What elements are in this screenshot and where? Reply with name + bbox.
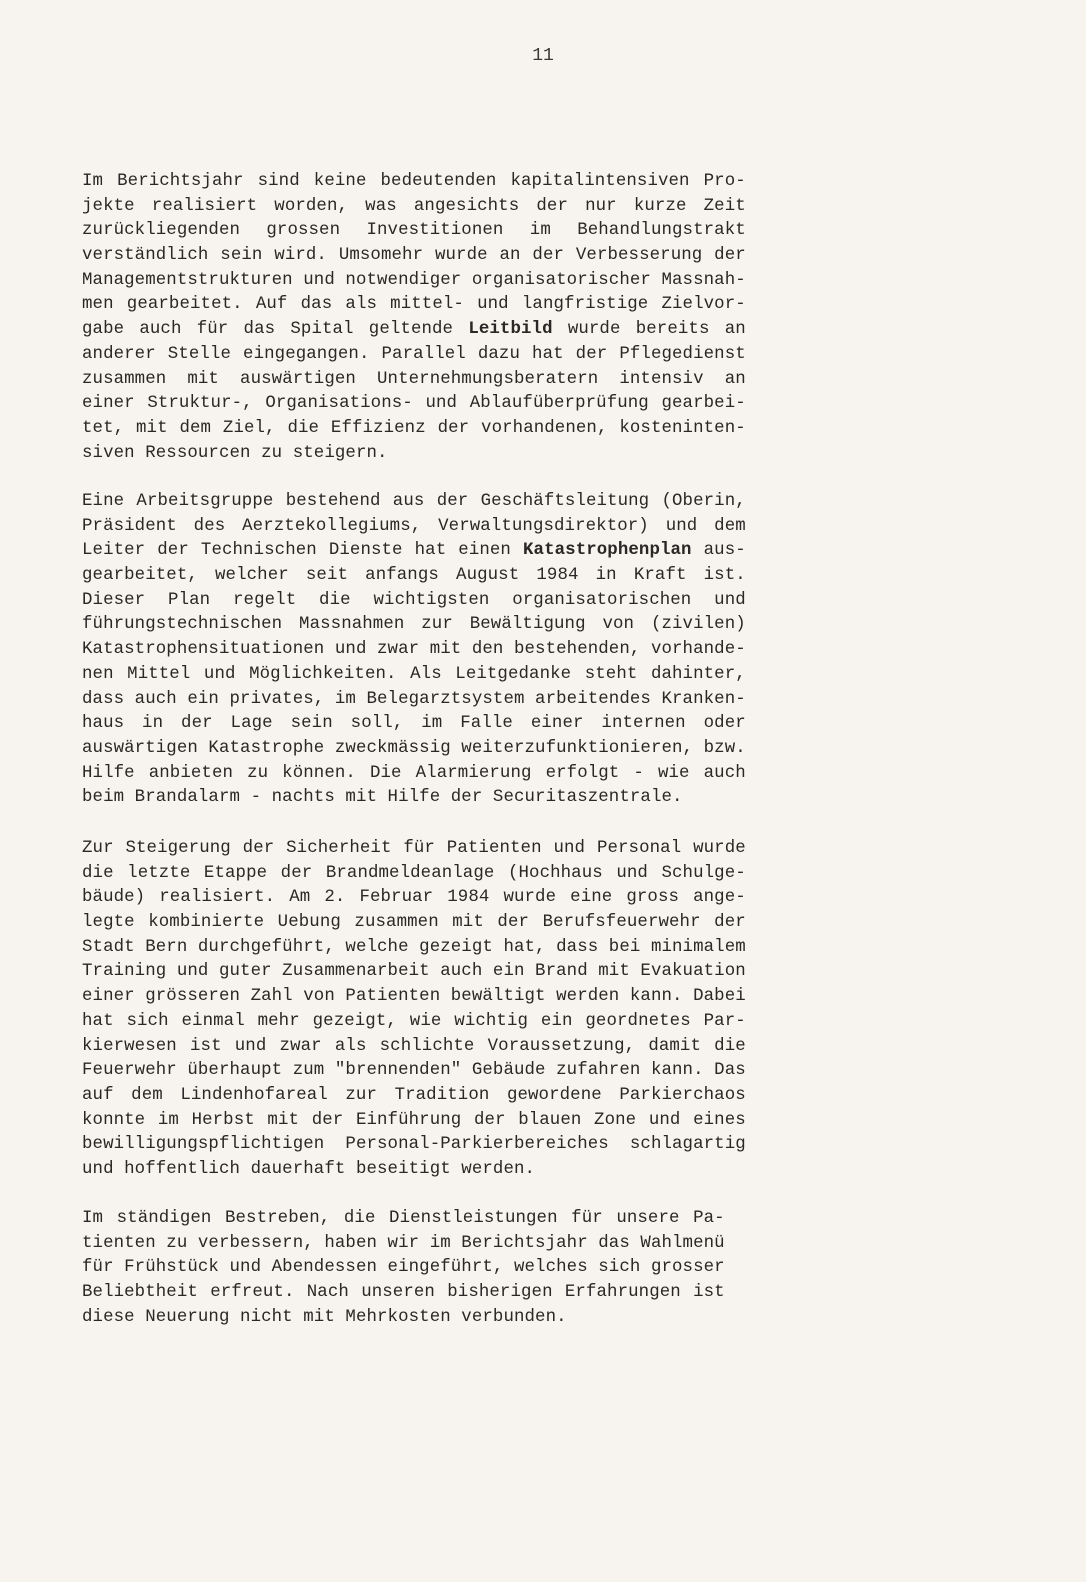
text-segment: aus- (691, 541, 746, 561)
text-line: Eine Arbeitsgruppe bestehend aus der Geschäftsleitung (Oberin, (82, 492, 746, 511)
text-line: konnte im Herbst mit der Einführung der blauen Zone und eines (82, 1110, 746, 1130)
text-line: beim Brandalarm - nachts mit Hilfe der Securitaszentrale. (82, 788, 683, 808)
text-line: tet, mit dem Ziel, die Effizienz der vorhandenen, kosteninten- (82, 418, 746, 438)
text-line: verständlich sein wird. Umsomehr wurde an der Verbesserung der (82, 246, 746, 266)
text-line: Hilfe anbieten zu können. Die Alarmierung erfolgt - wie auch (82, 763, 746, 783)
text-line: Stadt Bern durchgeführt, welche gezeigt hat, dass bei minimalem (82, 937, 746, 957)
text-line: hat sich einmal mehr gezeigt, wie wichtig ein geordnetes Par- (82, 1011, 746, 1031)
text-line: tienten zu verbessern, haben wir im Berichtsjahr das Wahlmenü (82, 1233, 725, 1253)
text-line: bäude) realisiert. Am 2. Februar 1984 wurde eine gross ange- (82, 888, 746, 908)
text-line: dass auch ein privates, im Belegarztsystem arbeitendes Kranken- (82, 689, 746, 709)
text-line (82, 318, 746, 343)
bold-keyword: Leitbild (468, 320, 553, 340)
text-line: bewilligungspflichtigen Personal-Parkierbereiches schlagartig (82, 1135, 746, 1155)
text-line: kierwesen ist und zwar als schlichte Voraussetzung, damit die (82, 1036, 746, 1056)
text-line: jekte realisiert worden, was angesichts der nur kurze Zeit (82, 196, 746, 216)
text-line: zurückliegenden grossen Investitionen im Behandlungstrakt (82, 221, 746, 241)
text-line: Zur Steigerung der Sicherheit für Patienten und Personal wurde (82, 839, 746, 858)
text-line: Im ständigen Bestreben, die Dienstleistungen für unsere Pa- (82, 1209, 725, 1228)
text-line: siven Ressourcen zu steigern. (82, 443, 388, 463)
text-line: Managementstrukturen und notwendiger organisatorischer Massnah- (82, 270, 746, 290)
text-line: und hoffentlich dauerhaft beseitigt werden. (82, 1159, 536, 1179)
paragraph-projects-management (82, 170, 746, 466)
paragraph-menu-choice (82, 1207, 725, 1330)
text-line: Katastrophensituationen und zwar mit den bestehenden, vorhande- (82, 640, 746, 660)
text-line: diese Neuerung nicht mit Mehrkosten verbunden. (82, 1307, 567, 1327)
paragraph-fire-safety-parking (82, 837, 746, 1183)
text-line: Feuerwehr überhaupt zum "brennenden" Gebäude zufahren kann. Das (82, 1061, 746, 1081)
text-line: gearbeitet, welcher seit anfangs August 1984 in Kraft ist. (82, 566, 746, 586)
text-segment: gabe auch für das Spital geltende (82, 320, 469, 340)
text-segment: Leiter der Technischen Dienste hat einen (82, 541, 524, 561)
text-line: nen Mittel und Möglichkeiten. Als Leitgedanke steht dahinter, (82, 664, 746, 684)
text-line: Beliebtheit erfreut. Nach unseren bisherigen Erfahrungen ist (82, 1283, 725, 1303)
text-line: die letzte Etappe der Brandmeldeanlage (Hochhaus und Schulge- (82, 863, 746, 883)
text-line: men gearbeitet. Auf das als mittel- und langfristige Zielvor- (82, 295, 746, 315)
text-line: Im Berichtsjahr sind keine bedeutenden kapitalintensiven Pro- (82, 172, 746, 191)
bold-keyword: Katastrophenplan (523, 541, 692, 561)
page-number: 11 (532, 46, 554, 66)
text-line: einer grösseren Zahl von Patienten bewältigt werden kann. Dabei (82, 987, 746, 1007)
text-line: führungstechnischen Massnahmen zur Bewältigung von (zivilen) (82, 615, 746, 635)
text-line: für Frühstück und Abendessen eingeführt, welches sich grosser (82, 1258, 725, 1278)
text-line: Dieser Plan regelt die wichtigsten organisatorischen und (82, 590, 746, 610)
text-line: einer Struktur-, Organisations- und Ablaufüberprüfung gearbei- (82, 394, 746, 414)
text-line: legte kombinierte Uebung zusammen mit der Berufsfeuerwehr der (82, 913, 746, 933)
text-line: auf dem Lindenhofareal zur Tradition gewordene Parkierchaos (82, 1085, 746, 1105)
text-line: Training und guter Zusammenarbeit auch ein Brand mit Evakuation (82, 962, 746, 982)
text-line: auswärtigen Katastrophe zweckmässig weiterzufunktionieren, bzw. (82, 738, 746, 758)
paragraph-disaster-plan (82, 490, 746, 811)
text-line: zusammen mit auswärtigen Unternehmungsberatern intensiv an (82, 369, 746, 389)
text-line: anderer Stelle eingegangen. Parallel dazu hat der Pflegedienst (82, 344, 746, 364)
text-line: Präsident des Aerztekollegiums, Verwaltungsdirektor) und dem (82, 516, 746, 536)
text-line (82, 539, 746, 564)
text-line: haus in der Lage sein soll, im Falle einer internen oder (82, 714, 746, 734)
text-segment: wurde bereits an (552, 320, 746, 340)
